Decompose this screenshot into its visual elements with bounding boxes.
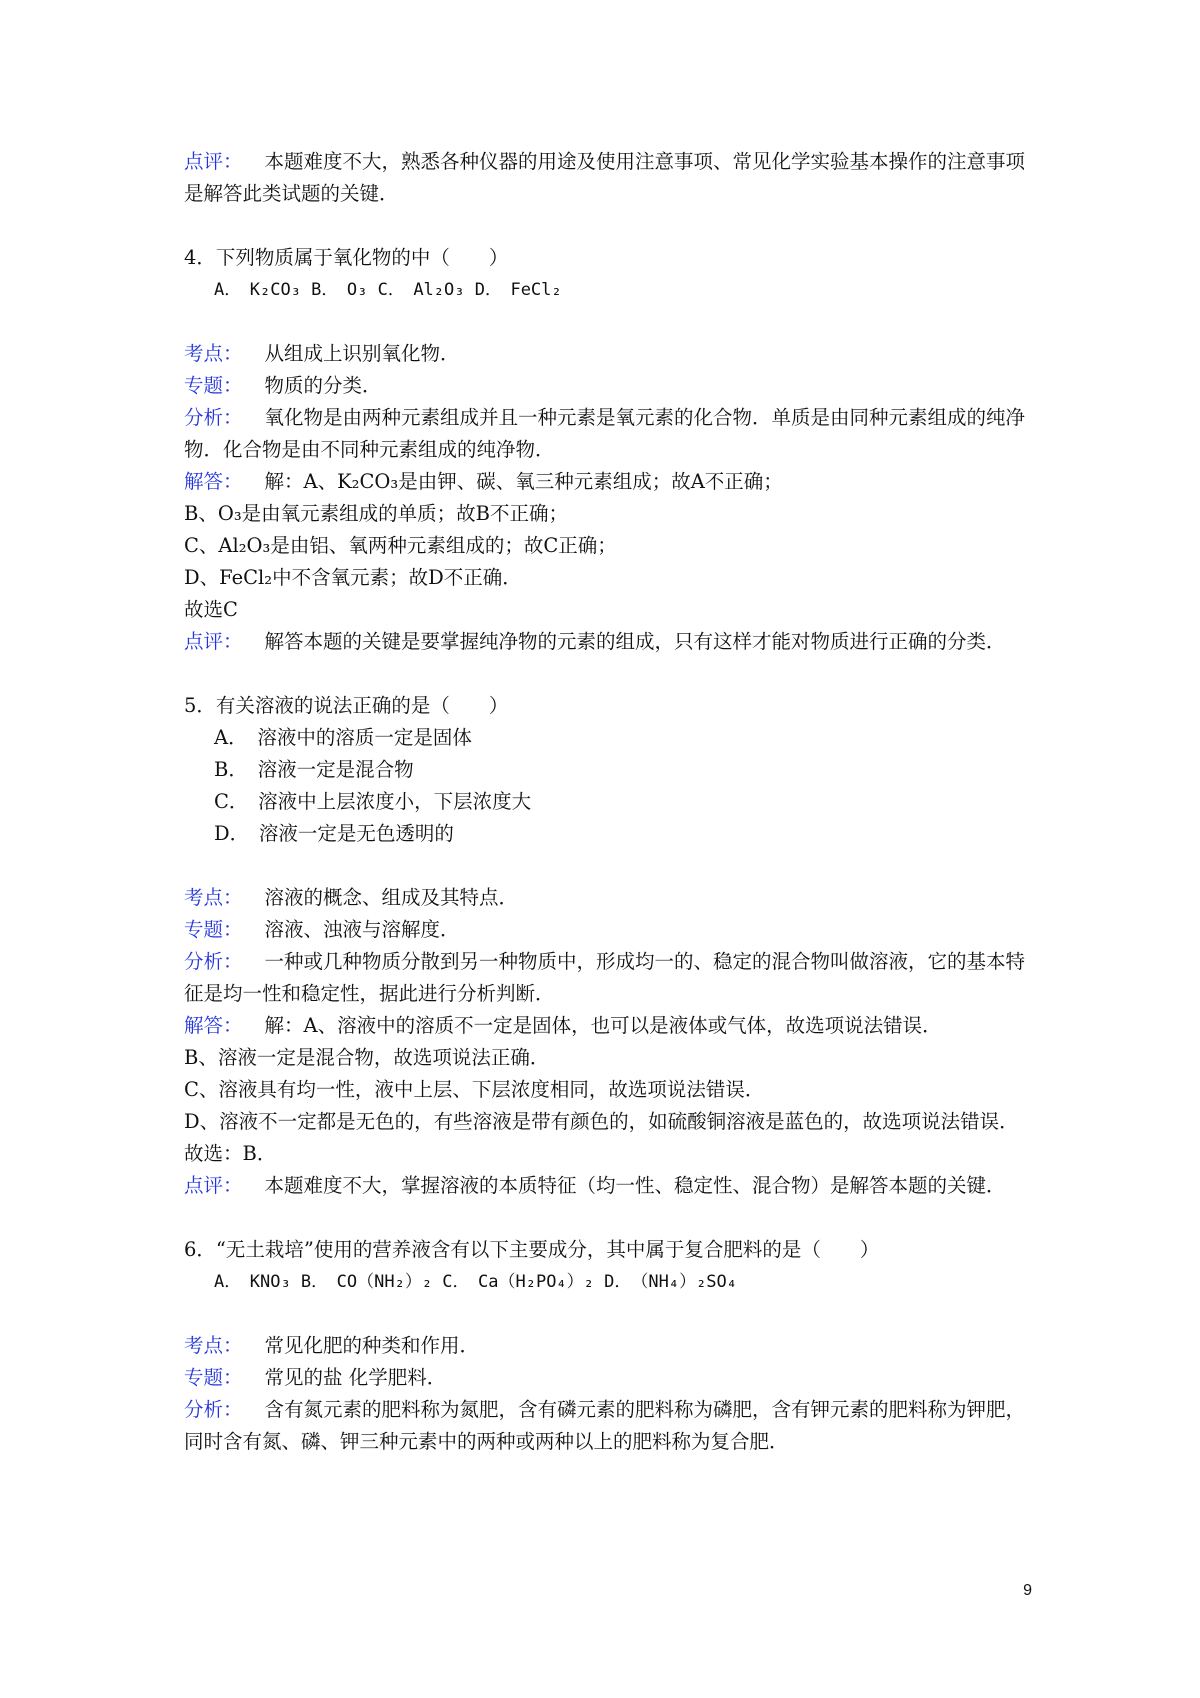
question-6-stem: 6．“无土栽培”使用的营养液含有以下主要成分，其中属于复合肥料的是（ ） — [184, 1238, 880, 1261]
question-6-options: A． KNO₃ B． CO（NH₂）₂ C． Ca（H₂PO₄）₂ D． （NH₄）₂SO₄ — [214, 1272, 738, 1292]
zhuanti-label: 专题： — [184, 1366, 243, 1389]
kaodian-text: 常见化肥的种类和作用． — [264, 1334, 480, 1357]
q5-dianping — [184, 1170, 1034, 1202]
q4-jieda — [184, 466, 1034, 498]
q4-kaodian — [184, 338, 1034, 370]
fenxi-text: 含有氮元素的肥料称为氮肥，含有磷元素的肥料称为磷肥，含有钾元素的肥料称为钾肥，同时含有氮、磷、钾三种元素中的两种或两种以上的肥料称为复合肥． — [184, 1398, 1026, 1453]
kaodian-text: 溶液的概念、组成及其特点． — [264, 886, 519, 909]
question-5-stem: 5．有关溶液的说法正确的是（ ） — [184, 694, 509, 717]
dianping-label: 点评： — [184, 630, 243, 653]
dianping-text: 解答本题的关键是要掌握纯净物的元素的组成，只有这样才能对物质进行正确的分类． — [264, 630, 1006, 653]
question-4-stem: 4．下列物质属于氧化物的中（ ） — [184, 246, 509, 269]
zhuanti-label: 专题： — [184, 918, 243, 941]
page-number: 9 — [1023, 1582, 1032, 1599]
zhuanti-label: 专题： — [184, 374, 243, 397]
jieda-line: 解：A、溶液中的溶质不一定是固体，也可以是液体或气体，故选项说法错误． — [264, 1014, 942, 1037]
dianping-label: 点评： — [184, 150, 243, 173]
question-5-option: B． 溶液一定是混合物 — [214, 758, 414, 781]
zhuanti-text: 溶液、浊液与溶解度． — [264, 918, 460, 941]
q6-zhuanti — [184, 1362, 1034, 1394]
kaodian-label: 考点： — [184, 1334, 243, 1357]
jieda-line: B、溶液一定是混合物，故选项说法正确． — [184, 1046, 550, 1069]
q5-kaodian — [184, 882, 1034, 914]
jieda-label: 解答： — [184, 470, 243, 493]
kaodian-label: 考点： — [184, 342, 243, 365]
q5-zhuanti — [184, 914, 1034, 946]
q6-fenxi — [184, 1394, 1034, 1458]
dianping-label: 点评： — [184, 1174, 243, 1197]
fenxi-label: 分析： — [184, 406, 243, 429]
kaodian-label: 考点： — [184, 886, 243, 909]
jieda-line: 故选C — [184, 598, 238, 621]
q4-dianping — [184, 626, 1034, 658]
fenxi-text: 氧化物是由两种元素组成并且一种元素是氧元素的化合物．单质是由同种元素组成的纯净物．化合物是由不同种元素组成的纯净物． — [184, 406, 1026, 461]
q4-zhuanti — [184, 370, 1034, 402]
document-body — [184, 146, 1034, 1458]
question-5-option: A． 溶液中的溶质一定是固体 — [214, 726, 472, 749]
fenxi-text: 一种或几种物质分散到另一种物质中，形成均一的、稳定的混合物叫做溶液，它的基本特征是均一性和稳定性，据此进行分析判断． — [184, 950, 1026, 1005]
fenxi-label: 分析： — [184, 950, 243, 973]
jieda-line: D、FeCl₂中不含氧元素；故D不正确． — [184, 566, 522, 589]
q5-jieda — [184, 1010, 1034, 1042]
q5-fenxi — [184, 946, 1034, 1010]
jieda-line: C、Al₂O₃是由铝、氧两种元素组成的；故C正确； — [184, 534, 617, 557]
question-4-options: A． K₂CO₃ B． O₃ C． Al₂O₃ D． FeCl₂ — [214, 280, 562, 300]
kaodian-text: 从组成上识别氧化物． — [264, 342, 460, 365]
jieda-line: 故选：B． — [184, 1142, 277, 1165]
dianping-text: 本题难度不大，熟悉各种仪器的用途及使用注意事项、常见化学实验基本操作的注意事项是解答此类试题的关键． — [184, 150, 1026, 205]
jieda-label: 解答： — [184, 1014, 243, 1037]
jieda-line: 解：A、K₂CO₃是由钾、碳、氧三种元素组成；故A不正确； — [264, 470, 783, 493]
fenxi-label: 分析： — [184, 1398, 243, 1421]
question-5-option: C． 溶液中上层浓度小，下层浓度大 — [214, 790, 532, 813]
q4-fenxi — [184, 402, 1034, 466]
jieda-line: D、溶液不一定都是无色的，有些溶液是带有颜色的，如硫酸铜溶液是蓝色的，故选项说法错误． — [184, 1110, 1019, 1133]
dianping-text: 本题难度不大，掌握溶液的本质特征（均一性、稳定性、混合物）是解答本题的关键． — [264, 1174, 1006, 1197]
zhuanti-text: 物质的分类． — [264, 374, 382, 397]
jieda-line: B、O₃是由氧元素组成的单质；故B不正确； — [184, 502, 568, 525]
question-5-option: D． 溶液一定是无色透明的 — [214, 822, 454, 845]
q6-kaodian — [184, 1330, 1034, 1362]
zhuanti-text: 常见的盐 化学肥料． — [264, 1366, 447, 1389]
jieda-line: C、溶液具有均一性，液中上层、下层浓度相同，故选项说法错误． — [184, 1078, 765, 1101]
dianping-paragraph — [184, 146, 1034, 210]
